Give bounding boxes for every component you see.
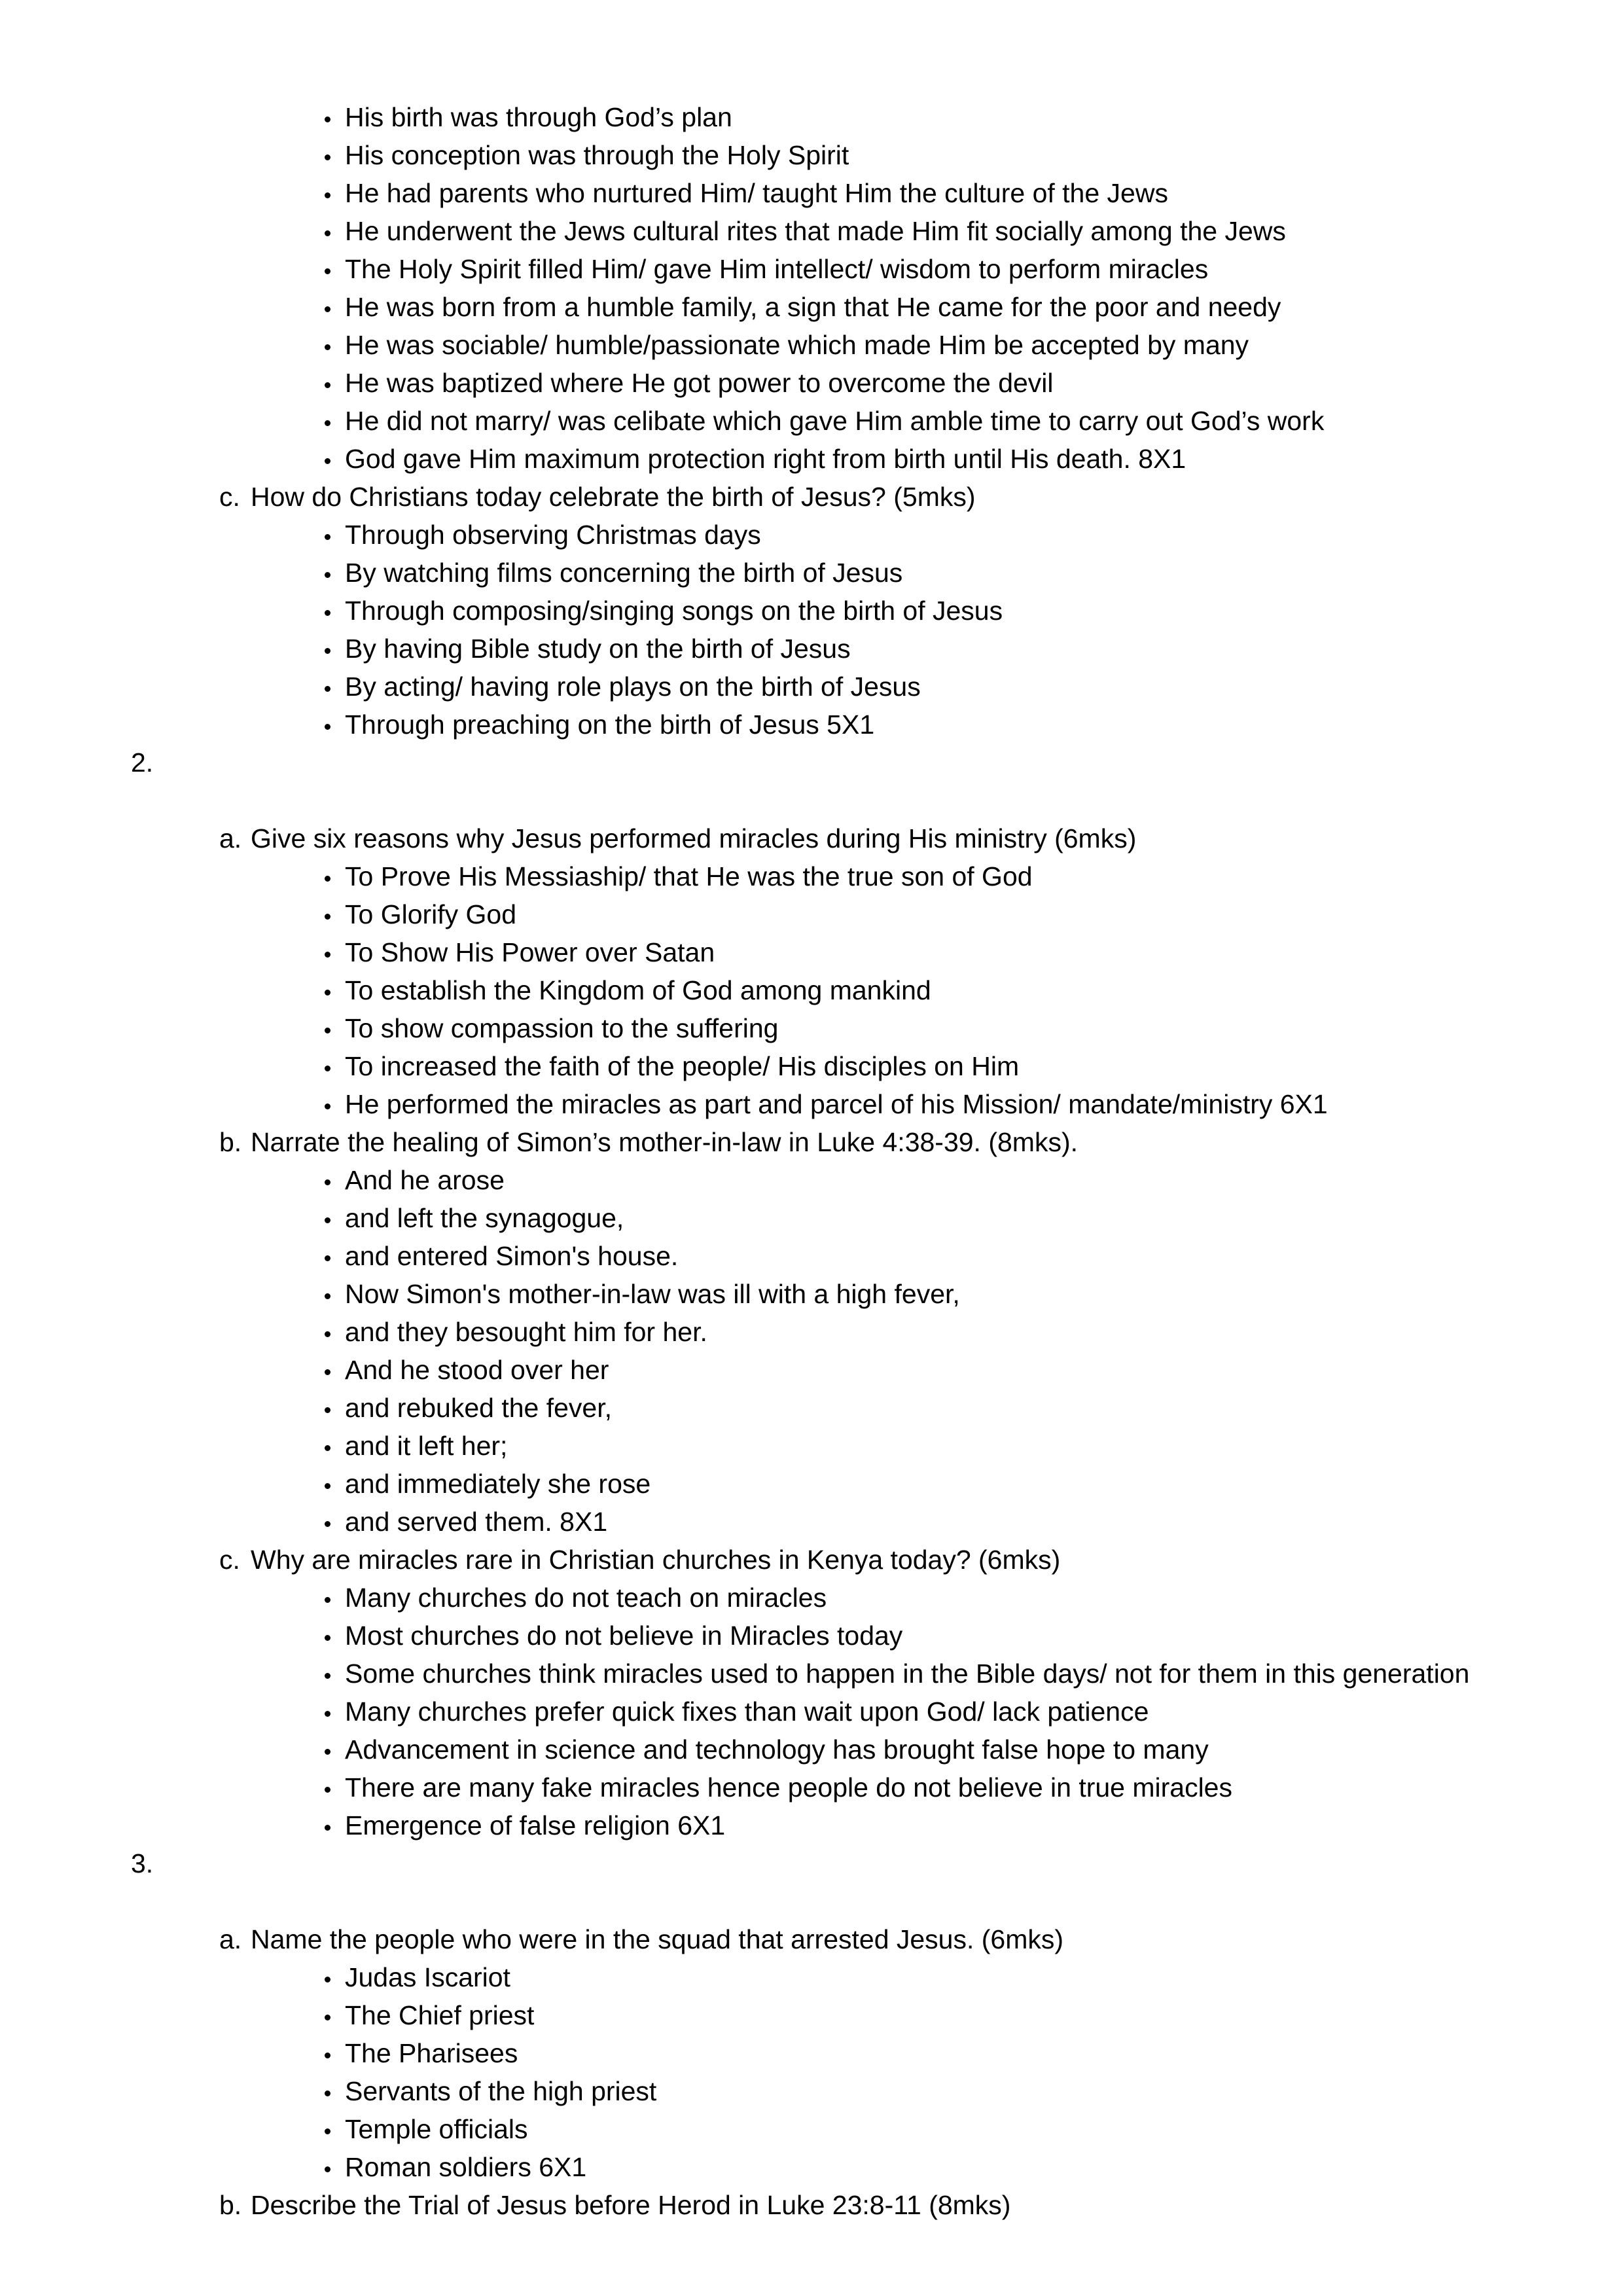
- answer-bullet-item: Most churches do not believe in Miracles today: [321, 1617, 1505, 1655]
- answer-bullet-list: [118, 1161, 1505, 1541]
- answer-bullet-item: Emergence of false religion 6X1: [321, 1806, 1505, 1844]
- answer-bullet-item: Now Simon's mother-in-law was ill with a high fever,: [321, 1275, 1505, 1313]
- answer-bullet-item: He underwent the Jews cultural rites that made Him fit socially among the Jews: [321, 212, 1505, 250]
- answer-bullet-item: He was born from a humble family, a sign that He came for the poor and needy: [321, 288, 1505, 326]
- answer-bullet-item: Some churches think miracles used to happen in the Bible days/ not for them in this generation: [321, 1655, 1505, 1693]
- answer-bullet-item: Servants of the high priest: [321, 2072, 1505, 2110]
- document-body: [118, 98, 1505, 2224]
- question-sub-item: [219, 1123, 1505, 1161]
- answer-bullet-item: The Chief priest: [321, 1996, 1505, 2034]
- answer-bullet-list: [118, 1958, 1505, 2186]
- question-sub-label: b.: [219, 1127, 242, 1157]
- question-sub-item: [219, 478, 1505, 516]
- answer-bullet-item: and rebuked the fever,: [321, 1389, 1505, 1427]
- answer-bullet-item: He was sociable/ humble/passionate which made Him be accepted by many: [321, 326, 1505, 364]
- answer-bullet-item: To show compassion to the suffering: [321, 1009, 1505, 1047]
- answer-bullet-item: Judas Iscariot: [321, 1958, 1505, 1996]
- question-sub-text: Give six reasons why Jesus performed miracles during His ministry (6mks): [251, 823, 1137, 853]
- question-sub-item: [219, 1920, 1505, 1958]
- question-sub-text: Name the people who were in the squad that arrested Jesus. (6mks): [251, 1924, 1064, 1954]
- answer-bullet-item: Temple officials: [321, 2110, 1505, 2148]
- question-number-label: 3.: [131, 1848, 154, 1878]
- answer-bullet-item: By acting/ having role plays on the birth of Jesus: [321, 668, 1505, 706]
- answer-bullet-item: The Holy Spirit filled Him/ gave Him intellect/ wisdom to perform miracles: [321, 250, 1505, 288]
- answer-bullet-item: He was baptized where He got power to overcome the devil: [321, 364, 1505, 402]
- answer-bullet-item: His conception was through the Holy Spirit: [321, 136, 1505, 174]
- answer-bullet-item: And he arose: [321, 1161, 1505, 1199]
- question-sub-label: b.: [219, 2190, 242, 2220]
- layout-spacer: [118, 1882, 1505, 1920]
- answer-bullet-item: To Show His Power over Satan: [321, 933, 1505, 971]
- question-sub-text: Describe the Trial of Jesus before Herod in Luke 23:8-11 (8mks): [251, 2190, 1011, 2220]
- question-sub-item: [219, 2186, 1505, 2224]
- answer-bullet-item: and served them. 8X1: [321, 1503, 1505, 1541]
- answer-bullet-item: His birth was through God’s plan: [321, 98, 1505, 136]
- answer-bullet-item: and immediately she rose: [321, 1465, 1505, 1503]
- answer-bullet-item: By having Bible study on the birth of Jesus: [321, 630, 1505, 668]
- answer-bullet-item: and it left her;: [321, 1427, 1505, 1465]
- answer-bullet-list: [118, 516, 1505, 744]
- answer-bullet-item: Many churches prefer quick fixes than wait upon God/ lack patience: [321, 1693, 1505, 1731]
- layout-spacer: [118, 781, 1505, 819]
- answer-bullet-item: Through observing Christmas days: [321, 516, 1505, 554]
- answer-bullet-list: [118, 857, 1505, 1123]
- answer-bullet-item: Advancement in science and technology has brought false hope to many: [321, 1731, 1505, 1768]
- question-number-item: [131, 1844, 1505, 1882]
- question-number-item: [131, 744, 1505, 781]
- answer-bullet-item: He had parents who nurtured Him/ taught Him the culture of the Jews: [321, 174, 1505, 212]
- answer-bullet-item: By watching films concerning the birth of Jesus: [321, 554, 1505, 592]
- answer-bullet-item: To Glorify God: [321, 895, 1505, 933]
- answer-bullet-item: To establish the Kingdom of God among mankind: [321, 971, 1505, 1009]
- question-sub-text: Narrate the healing of Simon’s mother-in-law in Luke 4:38-39. (8mks).: [251, 1127, 1078, 1157]
- answer-bullet-item: There are many fake miracles hence people do not believe in true miracles: [321, 1768, 1505, 1806]
- answer-bullet-item: To increased the faith of the people/ His disciples on Him: [321, 1047, 1505, 1085]
- question-sub-item: [219, 819, 1505, 857]
- answer-bullet-item: And he stood over her: [321, 1351, 1505, 1389]
- answer-bullet-item: Roman soldiers 6X1: [321, 2148, 1505, 2186]
- question-sub-label: a.: [219, 1924, 242, 1954]
- answer-bullet-list: [118, 1579, 1505, 1844]
- answer-bullet-item: and left the synagogue,: [321, 1199, 1505, 1237]
- question-sub-text: How do Christians today celebrate the birth of Jesus? (5mks): [251, 482, 976, 512]
- question-sub-label: c.: [219, 482, 240, 512]
- answer-bullet-item: He performed the miracles as part and parcel of his Mission/ mandate/ministry 6X1: [321, 1085, 1505, 1123]
- question-sub-text: Why are miracles rare in Christian churches in Kenya today? (6mks): [251, 1545, 1061, 1575]
- question-sub-item: [219, 1541, 1505, 1579]
- answer-bullet-item: The Pharisees: [321, 2034, 1505, 2072]
- answer-bullet-item: He did not marry/ was celibate which gave Him amble time to carry out God’s work: [321, 402, 1505, 440]
- question-sub-label: c.: [219, 1545, 240, 1575]
- answer-bullet-item: and they besought him for her.: [321, 1313, 1505, 1351]
- answer-bullet-list: [118, 98, 1505, 478]
- question-number-label: 2.: [131, 747, 154, 778]
- answer-bullet-item: Many churches do not teach on miracles: [321, 1579, 1505, 1617]
- answer-bullet-item: and entered Simon's house.: [321, 1237, 1505, 1275]
- question-sub-label: a.: [219, 823, 242, 853]
- answer-bullet-item: Through composing/singing songs on the birth of Jesus: [321, 592, 1505, 630]
- answer-bullet-item: To Prove His Messiaship/ that He was the true son of God: [321, 857, 1505, 895]
- answer-bullet-item: God gave Him maximum protection right from birth until His death. 8X1: [321, 440, 1505, 478]
- answer-bullet-item: Through preaching on the birth of Jesus 5X1: [321, 706, 1505, 744]
